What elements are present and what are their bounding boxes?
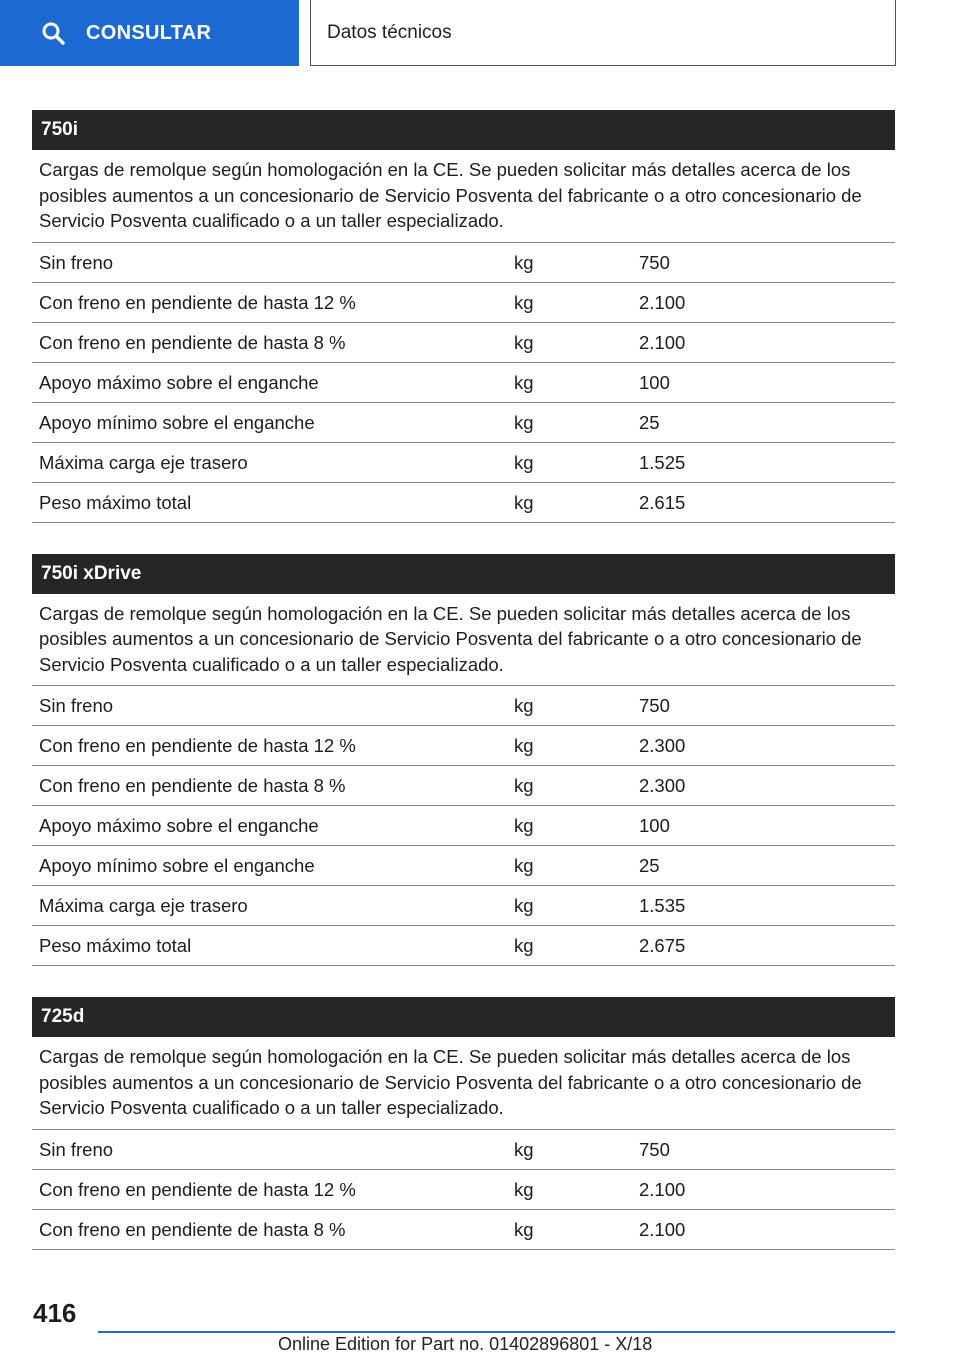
spec-unit: kg: [514, 735, 534, 756]
spec-unit: kg: [514, 251, 534, 273]
section-title: 750i xDrive: [32, 554, 895, 594]
spec-value: 2.615: [639, 491, 686, 513]
spec-label: Apoyo mínimo sobre el enganche: [39, 411, 315, 433]
spec-unit: kg: [514, 855, 534, 876]
spec-unit: kg: [514, 1138, 534, 1160]
spec-value: 2.675: [639, 935, 686, 956]
table-row: [32, 363, 895, 403]
spec-label: Sin freno: [39, 1138, 114, 1160]
spec-label: Peso máximo total: [39, 491, 192, 513]
consult-button-label: CONSULTAR: [86, 21, 212, 44]
spec-unit: kg: [514, 695, 534, 716]
table-row: [32, 1170, 895, 1210]
section-description: Cargas de remolque según homologación en la CE. Se pueden solicitar más detalles acerca de los posibles aumentos a un concesionario de Servicio Posventa del fabricante o a otro concesionario de Servicio Posventa cualificado o a un taller especializado.: [32, 594, 895, 687]
spec-section: [32, 997, 895, 1250]
spec-section: [32, 110, 895, 523]
table-row: [32, 1130, 895, 1170]
table-row: [32, 886, 895, 926]
spec-value: 1.535: [639, 895, 686, 916]
spec-value: 2.300: [639, 735, 686, 756]
page-number: 416: [33, 1298, 77, 1328]
spec-unit: kg: [514, 1218, 534, 1240]
top-bar: [0, 0, 960, 66]
table-row: [32, 926, 895, 966]
spec-value: 25: [639, 855, 660, 876]
spec-label: Máxima carga eje trasero: [39, 895, 248, 916]
table-row: [32, 1210, 895, 1250]
spec-value: 750: [639, 695, 670, 716]
spec-value: 25: [639, 411, 660, 433]
spec-value: 100: [639, 371, 670, 393]
section-title: 725d: [32, 997, 895, 1037]
table-row: [32, 243, 895, 283]
section-description: Cargas de remolque según homologación en la CE. Se pueden solicitar más detalles acerca de los posibles aumentos a un concesionario de Servicio Posventa del fabricante o a otro concesionario de Servicio Posventa cualificado o a un taller especializado.: [32, 150, 895, 243]
spec-unit: kg: [514, 491, 534, 513]
section-description: Cargas de remolque según homologación en la CE. Se pueden solicitar más detalles acerca de los posibles aumentos a un concesionario de Servicio Posventa del fabricante o a otro concesionario de Servicio Posventa cualificado o a un taller especializado.: [32, 1037, 895, 1130]
breadcrumb[interactable]: [310, 0, 896, 66]
table-row: [32, 283, 895, 323]
spec-value: 2.100: [639, 1218, 686, 1240]
spec-value: 1.525: [639, 451, 686, 473]
table-row: [32, 806, 895, 846]
spec-label: Apoyo mínimo sobre el enganche: [39, 855, 315, 876]
spec-label: Apoyo máximo sobre el enganche: [39, 815, 319, 836]
footer-edition-text: Online Edition for Part no. 01402896801 - X/18: [278, 1334, 653, 1354]
spec-unit: kg: [514, 815, 534, 836]
table-row: [32, 483, 895, 523]
search-icon: [40, 20, 66, 46]
section-title: 750i: [32, 110, 895, 150]
table-row: [32, 403, 895, 443]
spec-label: Con freno en pendiente de hasta 8 %: [39, 331, 346, 353]
spec-label: Máxima carga eje trasero: [39, 451, 248, 473]
spec-value: 750: [639, 1138, 670, 1160]
breadcrumb-label: Datos técnicos: [327, 21, 452, 43]
spec-unit: kg: [514, 371, 534, 393]
spec-unit: kg: [514, 451, 534, 473]
consult-button[interactable]: [0, 0, 299, 66]
spec-unit: kg: [514, 1178, 534, 1200]
spec-label: Sin freno: [39, 251, 114, 273]
table-row: [32, 726, 895, 766]
spec-label: Peso máximo total: [39, 935, 192, 956]
spec-value: 2.100: [639, 291, 686, 313]
table-row: [32, 443, 895, 483]
spec-unit: kg: [514, 895, 534, 916]
spec-label: Con freno en pendiente de hasta 12 %: [39, 1178, 356, 1200]
table-row: [32, 686, 895, 726]
spec-value: 100: [639, 815, 670, 836]
spec-unit: kg: [514, 775, 534, 796]
spec-unit: kg: [514, 411, 534, 433]
table-row: [32, 766, 895, 806]
table-row: [32, 846, 895, 886]
technical-data-content: [32, 110, 895, 1281]
spec-unit: kg: [514, 331, 534, 353]
spec-label: Apoyo máximo sobre el enganche: [39, 371, 319, 393]
footer-divider: [98, 1331, 895, 1333]
spec-label: Con freno en pendiente de hasta 12 %: [39, 735, 356, 756]
spec-label: Con freno en pendiente de hasta 8 %: [39, 1218, 346, 1240]
spec-section: [32, 554, 895, 967]
table-row: [32, 323, 895, 363]
spec-label: Con freno en pendiente de hasta 8 %: [39, 775, 346, 796]
spec-unit: kg: [514, 935, 534, 956]
spec-label: Sin freno: [39, 695, 114, 716]
spec-value: 2.100: [639, 1178, 686, 1200]
spec-unit: kg: [514, 291, 534, 313]
spec-label: Con freno en pendiente de hasta 12 %: [39, 291, 356, 313]
spec-value: 2.100: [639, 331, 686, 353]
spec-value: 2.300: [639, 775, 686, 796]
spec-value: 750: [639, 251, 670, 273]
